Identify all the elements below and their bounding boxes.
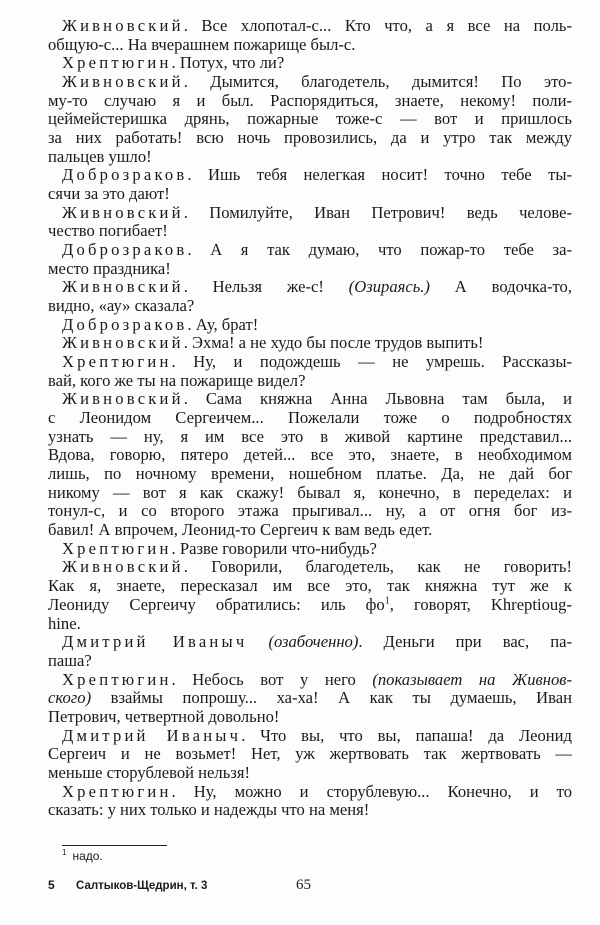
speaker-name: Живновский: [62, 278, 184, 297]
footnote-divider: [62, 845, 167, 846]
printer-signature: 5: [48, 878, 55, 892]
speech-line-start: [48, 558, 572, 577]
line-text: hine.: [48, 613, 81, 633]
source-note: Салтыков-Щедрин, т. 3: [76, 880, 208, 892]
speaker-name: Хрептюгин: [62, 53, 172, 73]
speaker-name: Доброзраков: [62, 314, 188, 334]
text-line: [48, 484, 572, 503]
text-line: [48, 521, 572, 540]
speaker-name: Хрептюгин: [62, 782, 172, 801]
line-text: общую-с... На вчерашнем пожарище был-с.: [48, 34, 356, 54]
text-line: [48, 148, 572, 167]
speaker-name: Живновский: [62, 558, 184, 577]
speech-line-start: [48, 540, 572, 559]
line-text: паша?: [48, 650, 92, 670]
line-text: . Потух, что ли?: [171, 53, 285, 73]
line-text: [247, 633, 268, 651]
text-line: [48, 465, 572, 484]
line-text: . Сама княжна Анна Львовна там была, и: [183, 390, 572, 409]
line-text: . Помилуйте, Иван Петрович! ведь челове-: [183, 203, 572, 222]
text-line: [48, 222, 572, 241]
line-text: . Что вы, что вы, папаша! да Леонид: [241, 726, 572, 745]
speaker-name: Дмитрий Иваныч: [62, 633, 248, 652]
text-line: [48, 801, 572, 820]
line-text: видно, «ау» сказала?: [48, 296, 195, 316]
line-text: А водочка-то,: [429, 278, 572, 297]
line-text: лишь, по ночному времени, ношебном платье. Да, не дай бог: [48, 465, 572, 484]
speech-line-start: [48, 353, 572, 372]
speech-line-start: [48, 727, 572, 746]
line-text: . Ну, и подождешь — не умрешь. Рассказы-: [171, 353, 572, 372]
speaker-name: Живновский: [62, 73, 184, 92]
speaker-name: Доброзраков: [62, 241, 188, 260]
play-text: [48, 17, 572, 820]
text-line: [48, 502, 572, 521]
line-text: узнать — ну, я им все это в живой картине представил...: [48, 427, 572, 446]
line-text: Сергеич и не возьмет! Нет, уж жертвовать так жертвовать —: [48, 745, 572, 764]
text-line: [48, 652, 572, 671]
speech-line-start: [48, 316, 572, 335]
speech-line-start: [48, 783, 572, 802]
line-text: чество погибает!: [48, 221, 168, 241]
line-text: место праздника!: [48, 258, 171, 278]
line-text: . Разве говорили что-нибудь?: [171, 538, 377, 558]
speech-line-start: [48, 633, 572, 652]
line-text: сказать: у них только и надежды что на меня!: [48, 800, 370, 820]
line-text: Как я, знаете, пересказал им все это, так княжна тут же к: [48, 577, 572, 596]
line-text: меньше сторублевой нельзя!: [48, 762, 250, 782]
speaker-name: Доброзраков: [62, 166, 188, 185]
stage-direction: ского): [48, 689, 92, 708]
speaker-name: Хрептюгин: [62, 538, 172, 558]
speaker-name: Дмитрий Иваныч: [62, 726, 242, 745]
speech-line-start: [48, 390, 572, 409]
page-number: 65: [296, 877, 311, 893]
line-text: . Небось вот у него: [171, 670, 373, 689]
line-text: с Леонидом Сергеичем... Пожелали тоже о подробностях: [48, 409, 572, 428]
speech-line-start: [48, 204, 572, 223]
line-text: . Ишь тебя нелегкая носит! точно тебе ты-: [187, 166, 572, 185]
text-line: [48, 596, 572, 615]
line-text: . Эхма! а не худо бы после трудов выпить!: [183, 333, 484, 353]
text-line: [48, 708, 572, 727]
speaker-name: Живновский: [62, 203, 184, 222]
text-line: [48, 577, 572, 596]
text-line: [48, 409, 572, 428]
text-line: [48, 372, 572, 391]
text-line: [48, 36, 572, 55]
line-text: . Деньги при вас, па-: [358, 633, 572, 652]
text-line: [48, 260, 572, 279]
line-text: . Говорили, благодетель, как не говорить!: [183, 558, 572, 577]
line-text: Вдова, говорю, пятеро детей... все это, знаете, в необходимом: [48, 446, 572, 465]
stage-direction: (озабоченно): [268, 633, 359, 652]
text-line: [48, 689, 572, 708]
text-line: [48, 92, 572, 111]
line-text: Леониду Сергеичу обратились: иль фо: [48, 595, 385, 614]
text-line: [48, 110, 572, 129]
speech-line-start: [48, 278, 572, 297]
footnote-ref: 1: [384, 595, 390, 607]
line-text: . Нельзя же-с!: [183, 278, 349, 297]
speech-line-start: [48, 54, 572, 73]
line-text: . Дымится, благодетель, дымится! По это-: [183, 73, 572, 92]
text-line: [48, 745, 572, 764]
footnote-mark: 1: [62, 848, 67, 857]
speech-line-start: [48, 17, 572, 36]
footnote-text: надо.: [72, 849, 103, 863]
line-text: взаймы попрошу... ха-ха! А как ты думаешь, Иван: [91, 689, 572, 708]
text-line: [48, 297, 572, 316]
speaker-name: Живновский: [62, 17, 184, 35]
speech-line-start: [48, 241, 572, 260]
line-text: му-то случаю я и был. Распорядиться, знаете, некому! поли-: [48, 91, 572, 110]
footnote: [62, 849, 103, 863]
speech-line-start: [48, 671, 572, 690]
line-text: Петрович, четвертной довольно!: [48, 706, 280, 726]
line-text: никому — вот я как скажу! бывал я, конечно, в переделах: и: [48, 483, 572, 502]
speaker-name: Живновский: [62, 390, 184, 409]
line-text: бавил! А впрочем, Леонид-то Сергеич к вам ведь едет.: [48, 520, 433, 540]
line-text: , говорят, Khreptioug-: [389, 595, 572, 614]
text-line: [48, 446, 572, 465]
speaker-name: Живновский: [62, 333, 184, 353]
line-text: за них работать! всю ночь провозились, да и утро так между: [48, 129, 572, 148]
text-line: [48, 129, 572, 148]
text-line: [48, 764, 572, 783]
text-line: [48, 428, 572, 447]
speech-line-start: [48, 334, 572, 353]
line-text: . Все хлопотал-с... Кто что, а я все на поль-: [183, 17, 572, 35]
line-text: пальцев ушло!: [48, 146, 152, 166]
speaker-name: Хрептюгин: [62, 670, 172, 689]
line-text: сячи за это дают!: [48, 184, 170, 204]
line-text: цеймейстеришка дрянь, пожарные тоже-с — вот и пришлось: [48, 110, 572, 129]
line-text: вай, кого же ты на пожарище видел?: [48, 370, 306, 390]
line-text: тонул-с, и со второго этажа прыгивал... ну, а от огня бог из-: [48, 502, 572, 521]
stage-direction: (Озираясь.): [348, 278, 430, 297]
speech-line-start: [48, 73, 572, 92]
line-text: . А я так думаю, что пожар-то тебе за-: [187, 241, 572, 260]
text-line: [48, 185, 572, 204]
text-line: [48, 615, 572, 634]
line-text: . Ау, брат!: [187, 314, 259, 334]
stage-direction: (показывает на Живнов-: [372, 670, 572, 689]
line-text: . Ну, можно и сторублевую... Конечно, и то: [171, 782, 572, 801]
speech-line-start: [48, 166, 572, 185]
speaker-name: Хрептюгин: [62, 353, 172, 372]
